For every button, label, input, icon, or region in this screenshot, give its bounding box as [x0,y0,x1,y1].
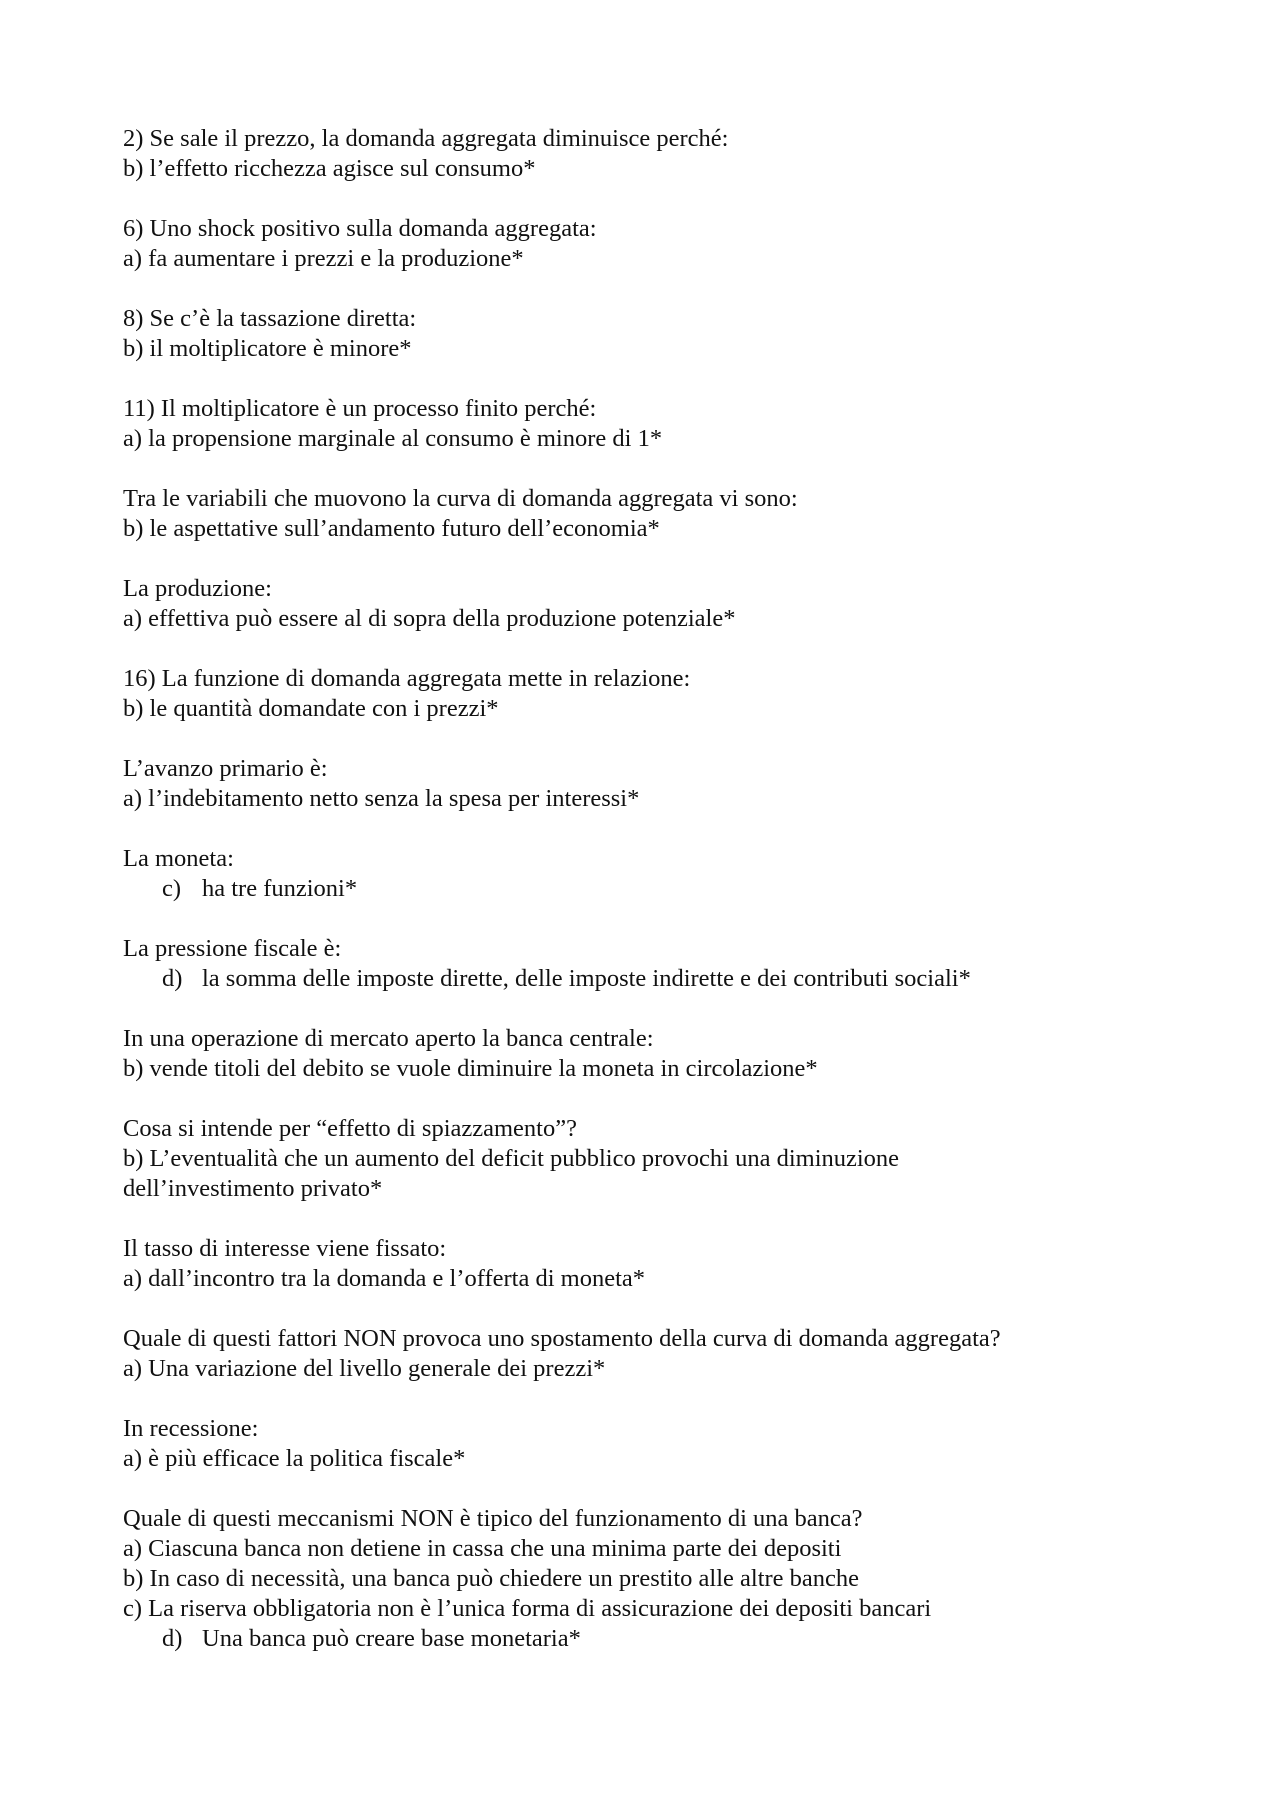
answer-text: b) le aspettative sull’andamento futuro dell’economia* [123,515,660,542]
answer-text: a) Una variazione del livello generale dei prezzi* [123,1355,606,1382]
question-text: Tra le variabili che muovono la curva di domanda aggregata vi sono: [123,485,798,512]
answer-text: b) L’eventualità che un aumento del deficit pubblico provochi una diminuzione dell’investimento privato* [123,1145,900,1202]
question-text: Quale di questi fattori NON provoca uno spostamento della curva di domanda aggregata? [123,1325,1001,1352]
qa-item [123,664,1163,724]
answer-text: Una banca può creare base monetaria* [202,1625,581,1652]
qa-item [123,1414,1163,1474]
qa-item [123,934,1163,994]
answer-text: a) è più efficace la politica fiscale* [123,1445,466,1472]
question-text: La moneta: [123,845,234,872]
qa-item-last [123,1504,1163,1654]
option-text: b) In caso di necessità, una banca può chiedere un prestito alle altre banche [123,1565,860,1592]
answer-marker: c) [162,875,182,902]
answer-text: a) la propensione marginale al consumo è minore di 1* [123,425,663,452]
qa-item [123,214,1163,274]
answer-text: a) l’indebitamento netto senza la spesa per interessi* [123,785,640,812]
answer-text: la somma delle imposte dirette, delle imposte indirette e dei contributi sociali* [202,965,971,992]
quiz-content [123,124,1163,1684]
option-text: c) La riserva obbligatoria non è l’unica forma di assicurazione dei depositi bancari [123,1595,932,1622]
qa-item [123,574,1163,634]
answer-marker: d) [162,1625,183,1652]
question-text: 16) La funzione di domanda aggregata mette in relazione: [123,665,691,692]
question-text: Cosa si intende per “effetto di spiazzamento”? [123,1115,577,1142]
answer-text: a) effettiva può essere al di sopra della produzione potenziale* [123,605,736,632]
question-text: In una operazione di mercato aperto la banca centrale: [123,1025,654,1052]
question-text: Il tasso di interesse viene fissato: [123,1235,447,1262]
qa-item [123,304,1163,364]
qa-item [123,1234,1163,1294]
question-text: La produzione: [123,575,272,602]
answer-text: b) le quantità domandate con i prezzi* [123,695,499,722]
question-text: Quale di questi meccanismi NON è tipico del funzionamento di una banca? [123,1505,863,1532]
answer-text: b) l’effetto ricchezza agisce sul consumo* [123,155,536,182]
answer-text: ha tre funzioni* [202,875,358,902]
qa-item [123,484,1163,544]
question-text: 2) Se sale il prezzo, la domanda aggregata diminuisce perché: [123,125,729,152]
answer-text: a) dall’incontro tra la domanda e l’offerta di moneta* [123,1265,646,1292]
answer-marker: d) [162,965,183,992]
question-text: 6) Uno shock positivo sulla domanda aggregata: [123,215,597,242]
question-text: 11) Il moltiplicatore è un processo finito perché: [123,395,597,422]
qa-item [123,1024,1163,1084]
qa-item [123,1324,1163,1384]
qa-item [123,844,1163,904]
qa-item [123,394,1163,454]
question-text: 8) Se c’è la tassazione diretta: [123,305,417,332]
question-text: L’avanzo primario è: [123,755,328,782]
question-text: In recessione: [123,1415,259,1442]
qa-item [123,1114,1163,1204]
answer-line [123,964,1163,994]
option-text: a) Ciascuna banca non detiene in cassa che una minima parte dei depositi [123,1535,842,1562]
answer-text: b) il moltiplicatore è minore* [123,335,412,362]
qa-item [123,124,1163,184]
answer-text: b) vende titoli del debito se vuole diminuire la moneta in circolazione* [123,1055,818,1082]
answer-text: a) fa aumentare i prezzi e la produzione* [123,245,524,272]
answer-line [123,1624,1163,1654]
question-text: La pressione fiscale è: [123,935,342,962]
answer-line [123,874,1163,904]
qa-item [123,754,1163,814]
